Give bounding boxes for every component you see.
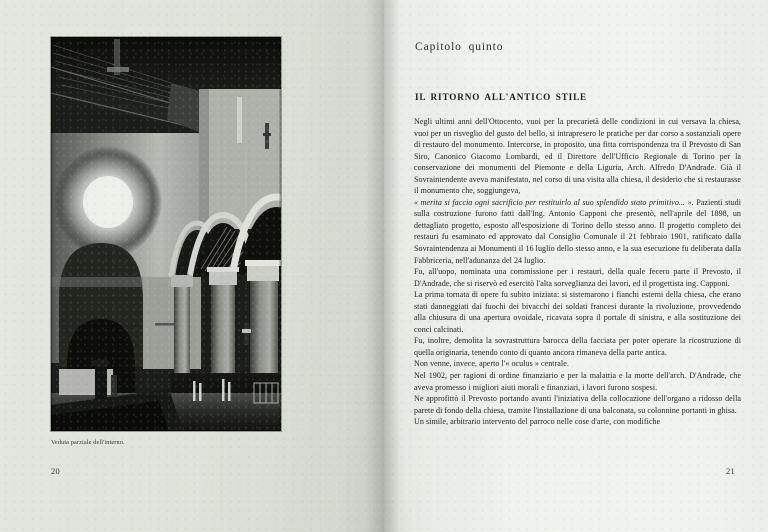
paragraph-text: Pazienti studi sulla costruzione furono fatti dall'Ing. Antonio Capponi che presentò, nell'aprile del 1898, un dettagliato progetto, esposto all'esposizione di Torino dello stesso anno. Il progetto completo dei restauri fu esaminato ed approvato dal Consiglio Comunale il 21 febbraio 1901, ratificato dalla Sovraintendenza ai Monumenti il 16 luglio dello stesso anno, e la sua esecuzione fu deliberata dalla Fabbriceria, nell'adunanza del 24 luglio. <box>414 197 742 265</box>
church-interior-photograph <box>51 37 281 431</box>
page-number-left: 20 <box>51 466 61 476</box>
body-text <box>414 116 741 428</box>
paragraph: Nel 1902, per ragioni di ordine finanziario e per la malattia e la morte dell'arch. D'Andrade, che aveva promesso i migliori aiuti morali e finanziari, i lavori furono sospesi. <box>414 371 741 392</box>
paragraph: Fu, all'uopo, nominata una commissione per i restauri, della quale fecero parte il Prevosto, il D'Andrade, che si riservò ed esercitò l'alta sorveglianza dei lavori, ed il progettista ing. Capponi. <box>414 267 741 288</box>
page-number-right: 21 <box>726 466 736 476</box>
paragraph: Non venne, invece, aperto l'« oculus » centrale. <box>414 359 569 369</box>
paragraph: Un simile, arbitrario intervento del parroco nelle cose d'arte, con modifiche <box>414 417 661 427</box>
church-interior-photograph-artwork <box>51 37 281 431</box>
paragraph <box>414 197 741 266</box>
paragraph: La prima tornata di opere fu subito iniziata: si sistemarono i fianchi esterni della chiesa, che erano stati danneggiati dai fuochi dei bivacchi dei soldati francesi durante la rivoluzione, provvedendo alla chiusura di una apertura ovoidale, ricavata sopra il portale di sinistra, e alla sostituzione dei conci calcinati. <box>414 290 741 334</box>
paragraph: Fu, inoltre, demolita la sovrastruttura barocca della facciata per poter operare la ricostruzione di quella originaria, tenendo conto di quanto ancora rimaneva della parte antica. <box>414 336 741 357</box>
paragraph: Ne approfittò il Prevosto portando avanti l'iniziativa della collocazione dell'organo a ridosso della parete di fondo della chiesa, tramite l'installazione di una balconata, su colonnine portanti in ghisa. <box>414 394 741 415</box>
italic-quote: « merita si faccia ogni sacrificio per restituirlo al suo splendido stato primitivo... ». <box>414 197 694 207</box>
section-title: IL RITORNO ALL'ANTICO STILE <box>415 92 588 102</box>
chapter-label: Capitolo quinto <box>415 41 504 53</box>
right-page <box>384 0 768 532</box>
paragraph: Negli ultimi anni dell'Ottocento, vuoi per la precarietà delle condizioni in cui versava la chiesa, vuoi per un risveglio del gusto del bello, si intrapresero le pratiche per dar corso a sostanziali opere di restauro del monumento. Intercorse, in proposito, una fitta corrispondenza tra il Prevosto di San Siro, Canonico Giacomo Lombardi, ed il Direttore dell'Ufficio Regionale di Torino per la conservazione dei monumenti del Piemonte e della Liguria, Arch. Alfredo D'Andrade. Già il Sovraintendente aveva manifestato, nel corso di una visita alla chiesa, il desiderio che si restaurasse il monumento che, soggiungeva, <box>414 117 741 196</box>
figure-caption: Veduta parziale dell'interno. <box>51 439 125 446</box>
